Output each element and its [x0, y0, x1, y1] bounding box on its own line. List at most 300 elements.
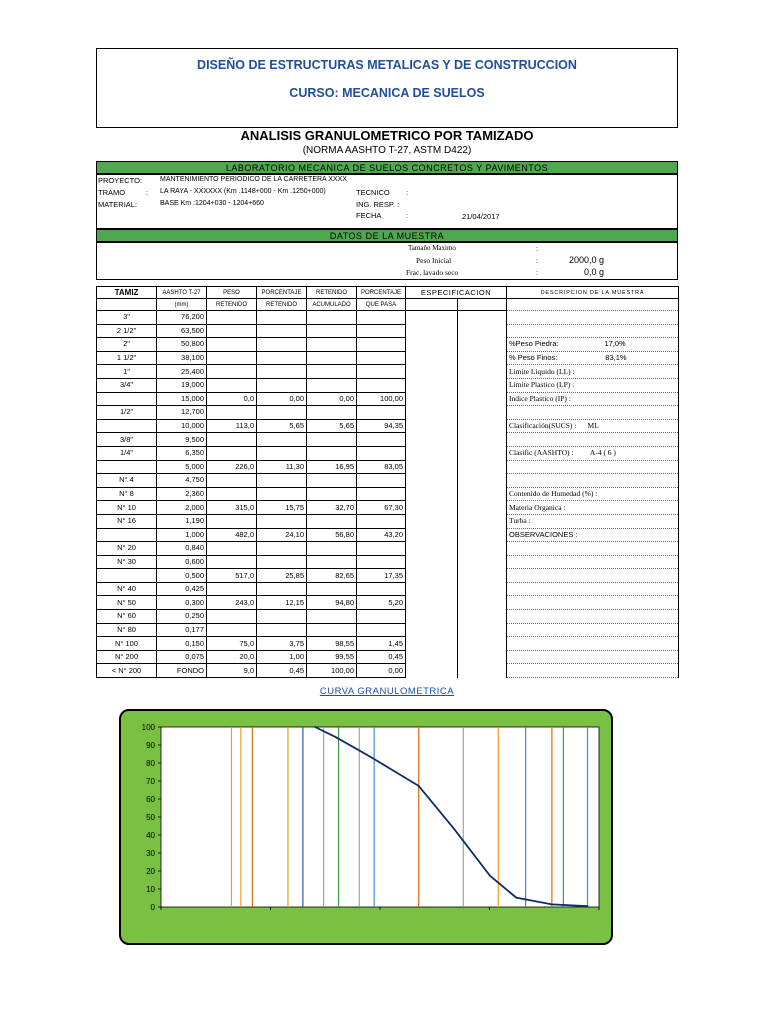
spec-cell	[458, 650, 507, 664]
spec-cell	[458, 433, 507, 447]
table-cell: 5,000	[157, 460, 207, 474]
table-cell: 5,20	[357, 596, 406, 610]
table-subheader-cell	[507, 299, 679, 311]
description-cell	[507, 637, 679, 651]
spec-cell	[458, 392, 507, 406]
table-subheader-cell	[97, 299, 157, 311]
table-cell: 1 1/2"	[97, 351, 157, 365]
peso-inicial-label: Peso Inicial	[416, 256, 452, 265]
table-cell: 9,500	[157, 433, 207, 447]
spec-cell	[406, 610, 458, 624]
table-cell	[307, 623, 357, 637]
spec-cell	[458, 474, 507, 488]
fecha-label: FECHA	[356, 211, 382, 220]
proyecto-value: MANTENIMIENTO PERIÓDICO DE LA CARRETERA XXXX	[160, 176, 347, 183]
table-cell: 243,0	[207, 596, 257, 610]
description-cell	[507, 623, 679, 637]
table-cell	[307, 542, 357, 556]
tamano-maximo-label: Tamaño Maximo	[408, 244, 456, 252]
description-cell: Clasificación(SUCS) : ML	[507, 419, 679, 433]
spec-cell	[406, 446, 458, 460]
table-cell	[257, 514, 307, 528]
header-line-2: CURSO: MECANICA DE SUELOS	[289, 86, 485, 100]
table-cell	[357, 338, 406, 352]
table-cell: 0,00	[257, 392, 307, 406]
table-cell: 38,100	[157, 351, 207, 365]
table-cell: 0,45	[357, 650, 406, 664]
table-cell: 1/4"	[97, 446, 157, 460]
table-row	[97, 637, 679, 651]
table-cell: 5,65	[307, 419, 357, 433]
spec-cell	[458, 528, 507, 542]
table-cell	[307, 378, 357, 392]
spec-cell	[406, 378, 458, 392]
table-cell	[207, 582, 257, 596]
table-cell: 19,000	[157, 378, 207, 392]
table-row	[97, 419, 679, 433]
spec-cell	[458, 311, 507, 325]
table-cell: FONDO	[157, 664, 207, 678]
frac-lavado-label: Frac. lavado seco	[406, 268, 459, 277]
table-cell: 94,80	[307, 596, 357, 610]
description-cell	[507, 582, 679, 596]
table-cell: N° 80	[97, 623, 157, 637]
table-cell: 0,45	[257, 664, 307, 678]
table-cell: 16,95	[307, 460, 357, 474]
spec-cell	[406, 406, 458, 420]
table-row	[97, 338, 679, 352]
table-cell	[207, 474, 257, 488]
table-cell	[357, 474, 406, 488]
spec-cell	[406, 514, 458, 528]
table-header-cell: PORCENTAJE	[357, 287, 406, 299]
spec-cell	[406, 501, 458, 515]
table-cell	[357, 514, 406, 528]
data-point	[587, 905, 589, 907]
table-cell: N° 10	[97, 501, 157, 515]
table-cell	[257, 610, 307, 624]
table-cell: 2 1/2"	[97, 324, 157, 338]
table-header-cell: PESO	[207, 287, 257, 299]
data-point	[453, 828, 455, 830]
spec-cell	[406, 623, 458, 637]
table-cell	[357, 351, 406, 365]
table-subheader-cell: ACUMULADO	[307, 299, 357, 311]
table-cell	[97, 460, 157, 474]
table-cell: 94,35	[357, 419, 406, 433]
table-cell: 0,600	[157, 555, 207, 569]
table-row	[97, 528, 679, 542]
spec-cell	[406, 555, 458, 569]
table-row	[97, 406, 679, 420]
table-cell: N° 40	[97, 582, 157, 596]
fecha-sep: :	[406, 211, 409, 220]
table-cell	[357, 555, 406, 569]
table-cell: 83,05	[357, 460, 406, 474]
table-cell	[257, 542, 307, 556]
spec-cell	[406, 460, 458, 474]
data-point	[371, 757, 373, 759]
sieve-table	[96, 286, 679, 678]
table-cell	[207, 351, 257, 365]
y-tick-label: 40	[146, 831, 155, 840]
table-header-cell: AASHTO T-27	[157, 287, 207, 299]
spec-cell	[406, 351, 458, 365]
table-cell	[357, 623, 406, 637]
spec-cell	[458, 406, 507, 420]
spec-cell	[406, 324, 458, 338]
spec-cell	[406, 582, 458, 596]
table-cell	[357, 542, 406, 556]
table-cell	[357, 433, 406, 447]
table-cell: N° 4	[97, 474, 157, 488]
table-cell: 24,10	[257, 528, 307, 542]
spec-cell	[406, 474, 458, 488]
spec-cell	[406, 569, 458, 583]
table-cell: 100,00	[357, 392, 406, 406]
table-row	[97, 514, 679, 528]
table-cell	[357, 582, 406, 596]
table-cell: 6,350	[157, 446, 207, 460]
table-cell: 25,85	[257, 569, 307, 583]
plot-area	[161, 727, 599, 907]
data-point	[314, 726, 316, 728]
table-cell: 9,0	[207, 664, 257, 678]
spec-cell	[458, 610, 507, 624]
table-cell	[357, 446, 406, 460]
description-cell	[507, 664, 679, 678]
spec-cell	[458, 555, 507, 569]
fecha-value: 21/04/2017	[462, 212, 500, 221]
table-cell	[307, 582, 357, 596]
table-cell	[307, 487, 357, 501]
description-cell	[507, 650, 679, 664]
table-cell: 43,20	[357, 528, 406, 542]
spec-cell	[458, 542, 507, 556]
table-cell	[357, 365, 406, 379]
table-cell	[207, 433, 257, 447]
table-cell	[357, 487, 406, 501]
spec-cell	[458, 446, 507, 460]
table-cell	[257, 351, 307, 365]
table-row	[97, 569, 679, 583]
spec-cell	[458, 596, 507, 610]
table-cell: 0,840	[157, 542, 207, 556]
description-cell: % Peso Finos: 83,1%	[507, 351, 679, 365]
table-cell: 1,000	[157, 528, 207, 542]
table-cell	[307, 406, 357, 420]
spec-cell	[406, 419, 458, 433]
table-row	[97, 623, 679, 637]
table-cell	[307, 324, 357, 338]
spec-cell	[458, 324, 507, 338]
description-cell	[507, 569, 679, 583]
table-cell	[257, 406, 307, 420]
table-subheader-row	[97, 299, 679, 311]
material-value: BASE Km :1204+030 - 1204+660	[160, 200, 264, 207]
table-subheader-cell: (mm)	[157, 299, 207, 311]
spec-cell	[458, 378, 507, 392]
table-cell: 15,75	[257, 501, 307, 515]
table-row	[97, 446, 679, 460]
description-cell: %Peso Piedra: 17,0%	[507, 338, 679, 352]
description-cell: Turba :	[507, 514, 679, 528]
table-cell	[307, 351, 357, 365]
table-cell	[97, 569, 157, 583]
table-cell: 63,500	[157, 324, 207, 338]
spec-cell	[458, 664, 507, 678]
spec-cell	[458, 582, 507, 596]
chart-title-link[interactable]: CURVA GRANULOMETRICA	[319, 686, 455, 697]
tramo-sep: :	[146, 188, 149, 197]
table-cell	[257, 338, 307, 352]
table-cell	[207, 406, 257, 420]
table-cell: N° 16	[97, 514, 157, 528]
table-cell: 113,0	[207, 419, 257, 433]
table-cell	[257, 474, 307, 488]
table-cell	[257, 582, 307, 596]
table-row	[97, 365, 679, 379]
table-cell: 56,80	[307, 528, 357, 542]
tecnico-sep: :	[406, 188, 409, 197]
table-subheader-cell: QUE PASA	[357, 299, 406, 311]
table-cell: N° 20	[97, 542, 157, 556]
table-cell	[207, 542, 257, 556]
table-row	[97, 351, 679, 365]
lab-bar: LABORATORIO MECANICA DE SUELOS CONCRETOS Y PAVIMENTOS	[96, 161, 678, 174]
y-tick-label: 0	[150, 903, 155, 912]
table-cell: 0,0	[207, 392, 257, 406]
table-header-row	[97, 287, 679, 299]
spec-cell	[406, 365, 458, 379]
frac-lavado-value: 0,0 g	[583, 267, 604, 277]
table-cell: N° 100	[97, 637, 157, 651]
table-cell: N° 8	[97, 487, 157, 501]
table-row	[97, 460, 679, 474]
table-row	[97, 487, 679, 501]
table-cell: 11,30	[257, 460, 307, 474]
table-cell: 1/2"	[97, 406, 157, 420]
description-cell	[507, 555, 679, 569]
table-cell: 12,700	[157, 406, 207, 420]
description-cell	[507, 542, 679, 556]
table-cell: 100,00	[307, 664, 357, 678]
spec-cell	[406, 311, 458, 325]
table-cell	[207, 338, 257, 352]
table-cell	[257, 433, 307, 447]
data-point	[335, 736, 337, 738]
tramo-label: TRAMO	[98, 188, 126, 197]
description-cell: Indice Plastico (IP) :	[507, 392, 679, 406]
table-row	[97, 542, 679, 556]
spec-cell	[458, 487, 507, 501]
table-cell: 76,200	[157, 311, 207, 325]
spec-cell	[406, 487, 458, 501]
table-cell	[357, 406, 406, 420]
page-title: ANALISIS GRANULOMETRICO POR TAMIZADO	[240, 128, 534, 143]
table-cell: 0,075	[157, 650, 207, 664]
table-row	[97, 664, 679, 678]
peso-sep: :	[536, 256, 539, 265]
table-cell: 2,360	[157, 487, 207, 501]
spec-cell	[406, 542, 458, 556]
table-cell	[207, 446, 257, 460]
spec-cell	[458, 351, 507, 365]
spec-cell	[458, 637, 507, 651]
table-cell: 5,65	[257, 419, 307, 433]
table-header-cell: TAMIZ	[97, 287, 157, 299]
table-cell: 32,70	[307, 501, 357, 515]
table-cell: 0,250	[157, 610, 207, 624]
table-cell: 17,35	[357, 569, 406, 583]
table-cell	[257, 555, 307, 569]
table-cell	[207, 555, 257, 569]
table-cell	[307, 338, 357, 352]
table-cell: 1,190	[157, 514, 207, 528]
table-row	[97, 610, 679, 624]
table-cell: N° 60	[97, 610, 157, 624]
tecnico-label: TECNICO	[356, 188, 390, 197]
table-cell: 75,0	[207, 637, 257, 651]
ing-resp-label: ING. RESP. :	[356, 200, 400, 209]
table-cell	[207, 378, 257, 392]
data-point	[515, 897, 517, 899]
table-cell	[97, 392, 157, 406]
table-cell	[307, 311, 357, 325]
table-cell: 1,45	[357, 637, 406, 651]
header-line-1: DISEÑO DE ESTRUCTURAS METALICAS Y DE CONSTRUCCION	[197, 58, 577, 72]
description-cell	[507, 433, 679, 447]
table-row	[97, 392, 679, 406]
description-cell: Clasific (AASHTO) : A-4 ( 6 )	[507, 446, 679, 460]
table-row	[97, 474, 679, 488]
spec-cell	[406, 338, 458, 352]
table-cell: 0,500	[157, 569, 207, 583]
table-cell: 3/8"	[97, 433, 157, 447]
spec-cell	[406, 433, 458, 447]
spec-cell	[458, 338, 507, 352]
table-cell	[207, 365, 257, 379]
page-subtitle: (NORMA AASHTO T-27, ASTM D422)	[302, 145, 472, 156]
table-cell: 482,0	[207, 528, 257, 542]
table-subheader-cell	[406, 299, 458, 311]
table-header-cell: ESPECIFICACION	[406, 287, 507, 299]
spec-cell	[458, 623, 507, 637]
y-tick-label: 100	[141, 723, 155, 732]
table-cell: 1,00	[257, 650, 307, 664]
spec-cell	[406, 392, 458, 406]
description-cell	[507, 311, 679, 325]
description-cell: OBSERVACIONES :	[507, 528, 679, 542]
table-cell	[97, 528, 157, 542]
table-cell: 3"	[97, 311, 157, 325]
y-tick-label: 30	[146, 849, 155, 858]
table-cell: 4,750	[157, 474, 207, 488]
spec-cell	[458, 501, 507, 515]
table-row	[97, 650, 679, 664]
table-cell	[207, 311, 257, 325]
table-cell	[207, 610, 257, 624]
table-cell: 315,0	[207, 501, 257, 515]
table-cell: 82,65	[307, 569, 357, 583]
table-cell	[307, 610, 357, 624]
table-cell	[257, 378, 307, 392]
table-header-cell: RETENIDO	[307, 287, 357, 299]
y-tick-label: 60	[146, 795, 155, 804]
table-cell	[207, 487, 257, 501]
table-cell	[207, 514, 257, 528]
description-cell	[507, 324, 679, 338]
table-cell: 226,0	[207, 460, 257, 474]
table-row	[97, 311, 679, 325]
spec-cell	[458, 419, 507, 433]
spec-cell	[458, 365, 507, 379]
peso-inicial-value: 2000,0 g	[568, 255, 604, 265]
table-cell	[257, 446, 307, 460]
table-row	[97, 596, 679, 610]
table-cell: 20,0	[207, 650, 257, 664]
table-header-cell: PORCENTAJE	[257, 287, 307, 299]
table-cell: N° 50	[97, 596, 157, 610]
table-cell: N° 200	[97, 650, 157, 664]
table-cell: 0,425	[157, 582, 207, 596]
table-cell: < N° 200	[97, 664, 157, 678]
table-cell	[307, 433, 357, 447]
spec-cell	[458, 460, 507, 474]
y-tick-label: 20	[146, 867, 155, 876]
table-cell	[357, 324, 406, 338]
table-cell: 3,75	[257, 637, 307, 651]
description-cell: Contenido de Humedad (%) :	[507, 487, 679, 501]
y-tick-label: 70	[146, 777, 155, 786]
description-cell	[507, 596, 679, 610]
table-header-cell: DESCRIPCION DE LA MUESTRA	[507, 287, 679, 299]
table-cell: 67,30	[357, 501, 406, 515]
spec-cell	[406, 637, 458, 651]
description-cell	[507, 474, 679, 488]
proyecto-label: PROYECTO:	[98, 176, 143, 185]
table-cell: N° 30	[97, 555, 157, 569]
table-cell: 2"	[97, 338, 157, 352]
table-cell	[257, 324, 307, 338]
data-point	[489, 875, 491, 877]
table-cell: 99,55	[307, 650, 357, 664]
table-cell	[207, 324, 257, 338]
spec-cell	[406, 528, 458, 542]
table-cell	[307, 365, 357, 379]
table-cell	[307, 555, 357, 569]
table-cell	[257, 311, 307, 325]
table-cell: 10,000	[157, 419, 207, 433]
table-cell: 0,177	[157, 623, 207, 637]
table-cell: 98,55	[307, 637, 357, 651]
y-tick-label: 80	[146, 759, 155, 768]
chart-container	[119, 709, 613, 945]
table-row	[97, 582, 679, 596]
table-cell: 0,00	[357, 664, 406, 678]
table-cell: 15,000	[157, 392, 207, 406]
table-cell	[257, 365, 307, 379]
table-cell	[257, 623, 307, 637]
y-tick-label: 90	[146, 741, 155, 750]
y-tick-label: 10	[146, 885, 155, 894]
table-cell: 1"	[97, 365, 157, 379]
frac-sep: :	[536, 268, 539, 277]
granulometric-chart	[121, 711, 611, 943]
table-cell	[307, 446, 357, 460]
spec-cell	[458, 514, 507, 528]
table-cell: 2,000	[157, 501, 207, 515]
